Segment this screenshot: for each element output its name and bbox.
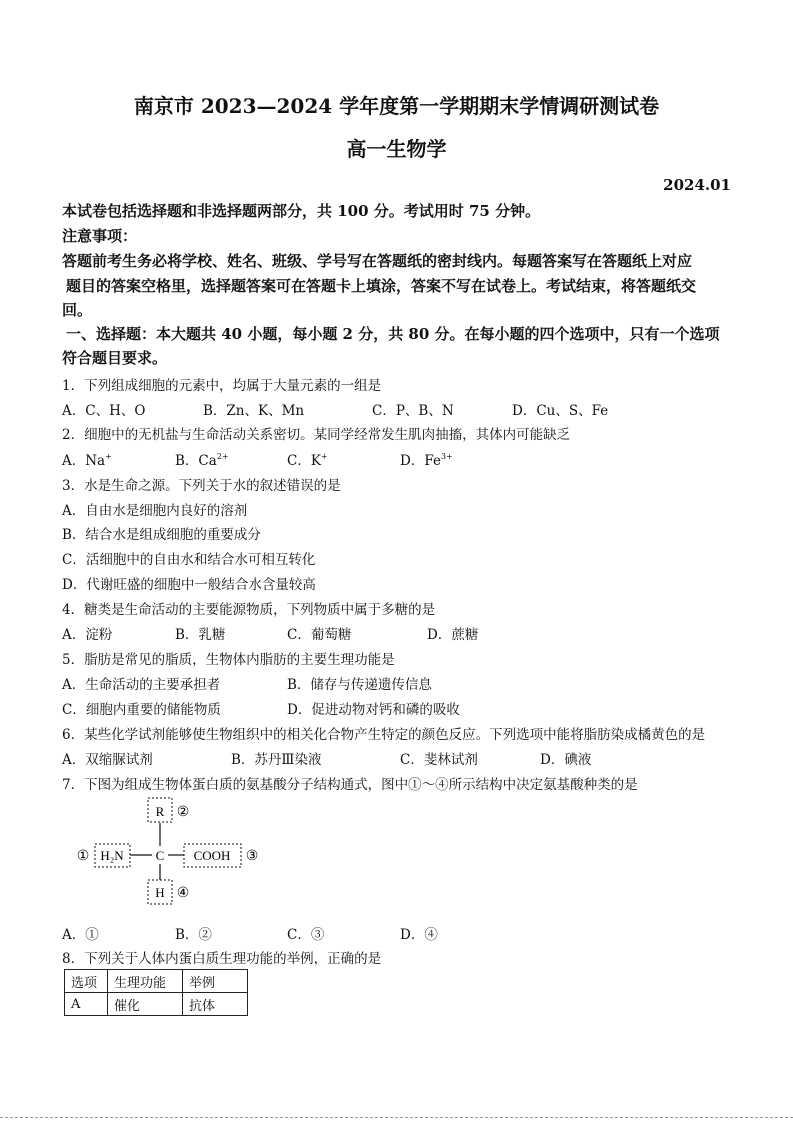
function-table	[64, 969, 248, 1016]
notice-line: 题目的答案空格里，选择题答案可在答题卡上填涂，答案不写在试卷上。考试结束，将答题纸交	[66, 277, 697, 295]
question-stem: 3．水是生命之源。下列关于水的叙述错误的是	[62, 478, 341, 494]
option-d: D．促进动物对钙和磷的吸收	[287, 702, 460, 718]
carboxyl-group: COOH	[193, 848, 231, 863]
table-row	[65, 993, 248, 1016]
amino-acid-structure-diagram	[72, 795, 272, 910]
table-header: 选项	[65, 970, 108, 993]
option-d: D．④	[400, 927, 438, 943]
option-c: C．P、B、N	[372, 403, 454, 419]
option-a: A．①	[62, 927, 99, 943]
question-stem: 6．某些化学试剂能够使生物组织中的相关化合物产生特定的颜色反应。下列选项中能将脂肪染成橘黄色的是	[62, 727, 706, 743]
option-d: D．蔗糖	[427, 627, 479, 643]
option-b: B．②	[175, 927, 212, 943]
table-header: 生理功能	[108, 970, 183, 993]
label-1: ①	[76, 849, 90, 864]
subject-title: 高一生物学	[346, 137, 447, 161]
option-c: C．活细胞中的自由水和结合水可相互转化	[62, 552, 316, 568]
option-c: C．③	[287, 927, 325, 943]
question-stem: 2．细胞中的无机盐与生命活动关系密切。某同学经常发生肌肉抽搐，其体内可能缺乏	[62, 427, 571, 443]
option-a: A．C、H、O	[62, 403, 146, 419]
exam-date: 2024.01	[663, 176, 731, 194]
section-heading: 符合题目要求。	[62, 349, 168, 367]
option-a: A．生命活动的主要承担者	[62, 677, 221, 693]
table-header: 举例	[183, 970, 248, 993]
option-d: D．Cu、S、Fe	[512, 403, 609, 419]
option-b: B．苏丹Ⅲ染液	[231, 752, 322, 768]
question-stem: 4．糖类是生命活动的主要能源物质，下列物质中属于多糖的是	[62, 602, 436, 618]
option-d: D．$Fe^{3+}$	[400, 452, 453, 469]
question-stem: 1．下列组成细胞的元素中，均属于大量元素的一组是	[62, 378, 382, 394]
amino-group: H₂N	[100, 848, 124, 863]
option-d: D．碘液	[540, 752, 592, 768]
question-stem: 7．下图为组成生物体蛋白质的氨基酸分子结构通式，图中①～④所示结构中决定氨基酸种类的是	[62, 777, 638, 793]
section-heading: 一、选择题：本大题共 40 小题，每小题 2 分，共 80 分。在每小题的四个选项中，只有一个选项	[66, 325, 720, 343]
option-b: B．$Ca^{2+}$	[175, 452, 229, 469]
group-r: R	[155, 804, 165, 819]
table-cell: 抗体	[183, 993, 248, 1016]
option-c: C．葡萄糖	[287, 627, 352, 643]
option-b: B．Zn、K、Mn	[203, 403, 305, 419]
exam-title: 南京市 2023—2024 学年度第一学期期末学情调研测试卷	[133, 94, 660, 118]
option-a: A．双缩脲试剂	[62, 752, 153, 768]
notice-line: 回。	[62, 301, 93, 319]
option-b: B．储存与传递遗传信息	[287, 677, 432, 693]
table-header-row	[65, 970, 248, 993]
table-cell: 催化	[108, 993, 183, 1016]
label-2: ②	[176, 805, 190, 820]
table-cell: A	[65, 993, 108, 1016]
option-c: C．K+	[287, 452, 328, 469]
option-a: A．自由水是细胞内良好的溶剂	[62, 503, 248, 519]
notice-heading: 注意事项：	[62, 227, 138, 245]
option-b: B．乳糖	[175, 627, 226, 643]
option-a: A．Na+	[62, 452, 112, 469]
notice-line: 答题前考生务必将学校、姓名、班级、学号写在答题纸的密封线内。每题答案写在答题纸上对应	[62, 252, 693, 270]
option-c: C．斐林试剂	[400, 752, 478, 768]
question-stem: 5．脂肪是常见的脂质，生物体内脂肪的主要生理功能是	[62, 652, 395, 668]
label-4: ④	[176, 886, 190, 901]
page-bottom-rule	[0, 1117, 793, 1118]
option-c: C．细胞内重要的储能物质	[62, 702, 221, 718]
option-d: D．代谢旺盛的细胞中一般结合水含量较高	[62, 577, 316, 593]
question-stem: 8．下列关于人体内蛋白质生理功能的举例，正确的是	[62, 951, 382, 967]
option-a: A．淀粉	[62, 627, 113, 643]
option-b: B．结合水是组成细胞的重要成分	[62, 527, 261, 543]
intro-line: 本试卷包括选择题和非选择题两部分，共 100 分。考试用时 75 分钟。	[62, 202, 541, 220]
central-carbon: C	[155, 848, 165, 863]
hydrogen: H	[155, 885, 165, 900]
label-3: ③	[245, 849, 259, 864]
